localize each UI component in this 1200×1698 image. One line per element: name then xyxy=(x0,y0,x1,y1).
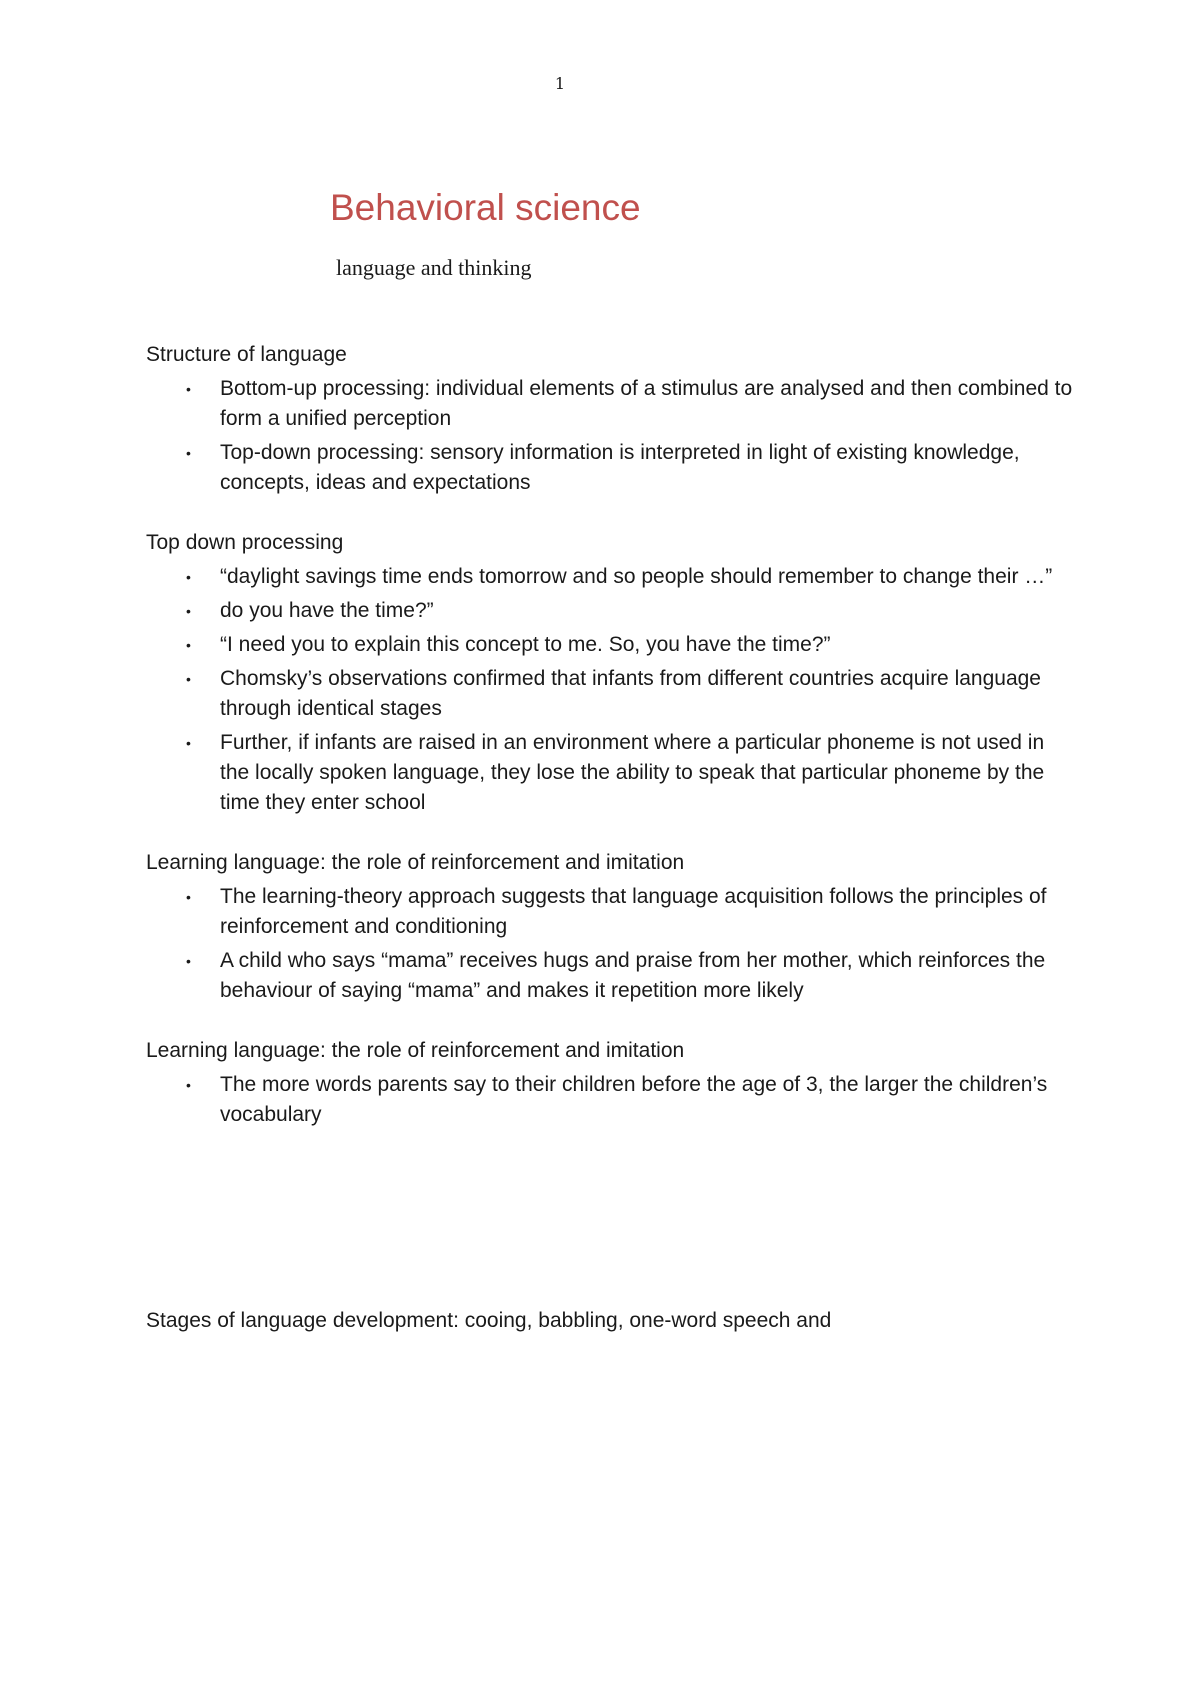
bullet-list xyxy=(146,374,1076,498)
section-learning-language-1 xyxy=(146,848,1076,1006)
section-heading-stages-of-language-development: Stages of language development: cooing, babbling, one-word speech and xyxy=(146,1309,832,1332)
list-item xyxy=(146,630,1076,660)
section-top-down-processing xyxy=(146,528,1076,818)
bullet-list xyxy=(146,882,1076,1006)
list-item-text: Chomsky’s observations confirmed that infants from different countries acquire language through identical stages xyxy=(220,667,1041,720)
list-item xyxy=(146,728,1076,818)
list-item-text: “daylight savings time ends tomorrow and so people should remember to change their …” xyxy=(220,565,1053,588)
section-heading: Learning language: the role of reinforcement and imitation xyxy=(146,1039,685,1062)
bullet-list xyxy=(146,562,1076,818)
list-item xyxy=(146,946,1076,1006)
list-item-text: do you have the time?” xyxy=(220,599,434,622)
bullet-icon: • xyxy=(186,953,191,969)
list-item-text: The more words parents say to their children before the age of 3, the larger the children’s vocabulary xyxy=(220,1073,1048,1126)
document-title: Behavioral science xyxy=(330,187,641,228)
bullet-icon: • xyxy=(186,637,191,653)
list-item xyxy=(146,438,1076,498)
bullet-icon: • xyxy=(186,381,191,397)
list-item-text: Top-down processing: sensory information is interpreted in light of existing knowledge, concepts, ideas and expectations xyxy=(220,441,1020,494)
list-item-text: “I need you to explain this concept to me. So, you have the time?” xyxy=(220,633,831,656)
list-item xyxy=(146,664,1076,724)
document-subtitle: language and thinking xyxy=(336,255,532,280)
list-item-text: The learning-theory approach suggests that language acquisition follows the principles of reinforcement and conditioning xyxy=(220,885,1047,938)
bullet-icon: • xyxy=(186,569,191,585)
bullet-icon: • xyxy=(186,735,191,751)
bullet-icon: • xyxy=(186,1077,191,1093)
bullet-icon: • xyxy=(186,889,191,905)
section-learning-language-2 xyxy=(146,1036,1076,1130)
bullet-list xyxy=(146,1070,1076,1130)
document-body xyxy=(146,340,1076,1160)
section-heading: Top down processing xyxy=(146,531,344,554)
section-heading: Structure of language xyxy=(146,343,347,366)
page-number: 1 xyxy=(554,74,566,93)
list-item xyxy=(146,1070,1076,1130)
bullet-icon: • xyxy=(186,671,191,687)
list-item-text: Further, if infants are raised in an environment where a particular phoneme is not used in the locally spoken language, they lose the ability to speak that particular phoneme by the time they enter school xyxy=(220,731,1045,814)
list-item xyxy=(146,596,1076,626)
section-heading: Learning language: the role of reinforcement and imitation xyxy=(146,851,685,874)
list-item xyxy=(146,562,1076,592)
list-item-text: A child who says “mama” receives hugs and praise from her mother, which reinforces the behaviour of saying “mama” and makes it repetition more likely xyxy=(220,949,1046,1002)
bullet-icon: • xyxy=(186,445,191,461)
list-item xyxy=(146,882,1076,942)
bullet-icon: • xyxy=(186,603,191,619)
list-item xyxy=(146,374,1076,434)
list-item-text: Bottom-up processing: individual elements of a stimulus are analysed and then combined to form a unified perception xyxy=(220,377,1073,430)
section-structure-of-language xyxy=(146,340,1076,498)
